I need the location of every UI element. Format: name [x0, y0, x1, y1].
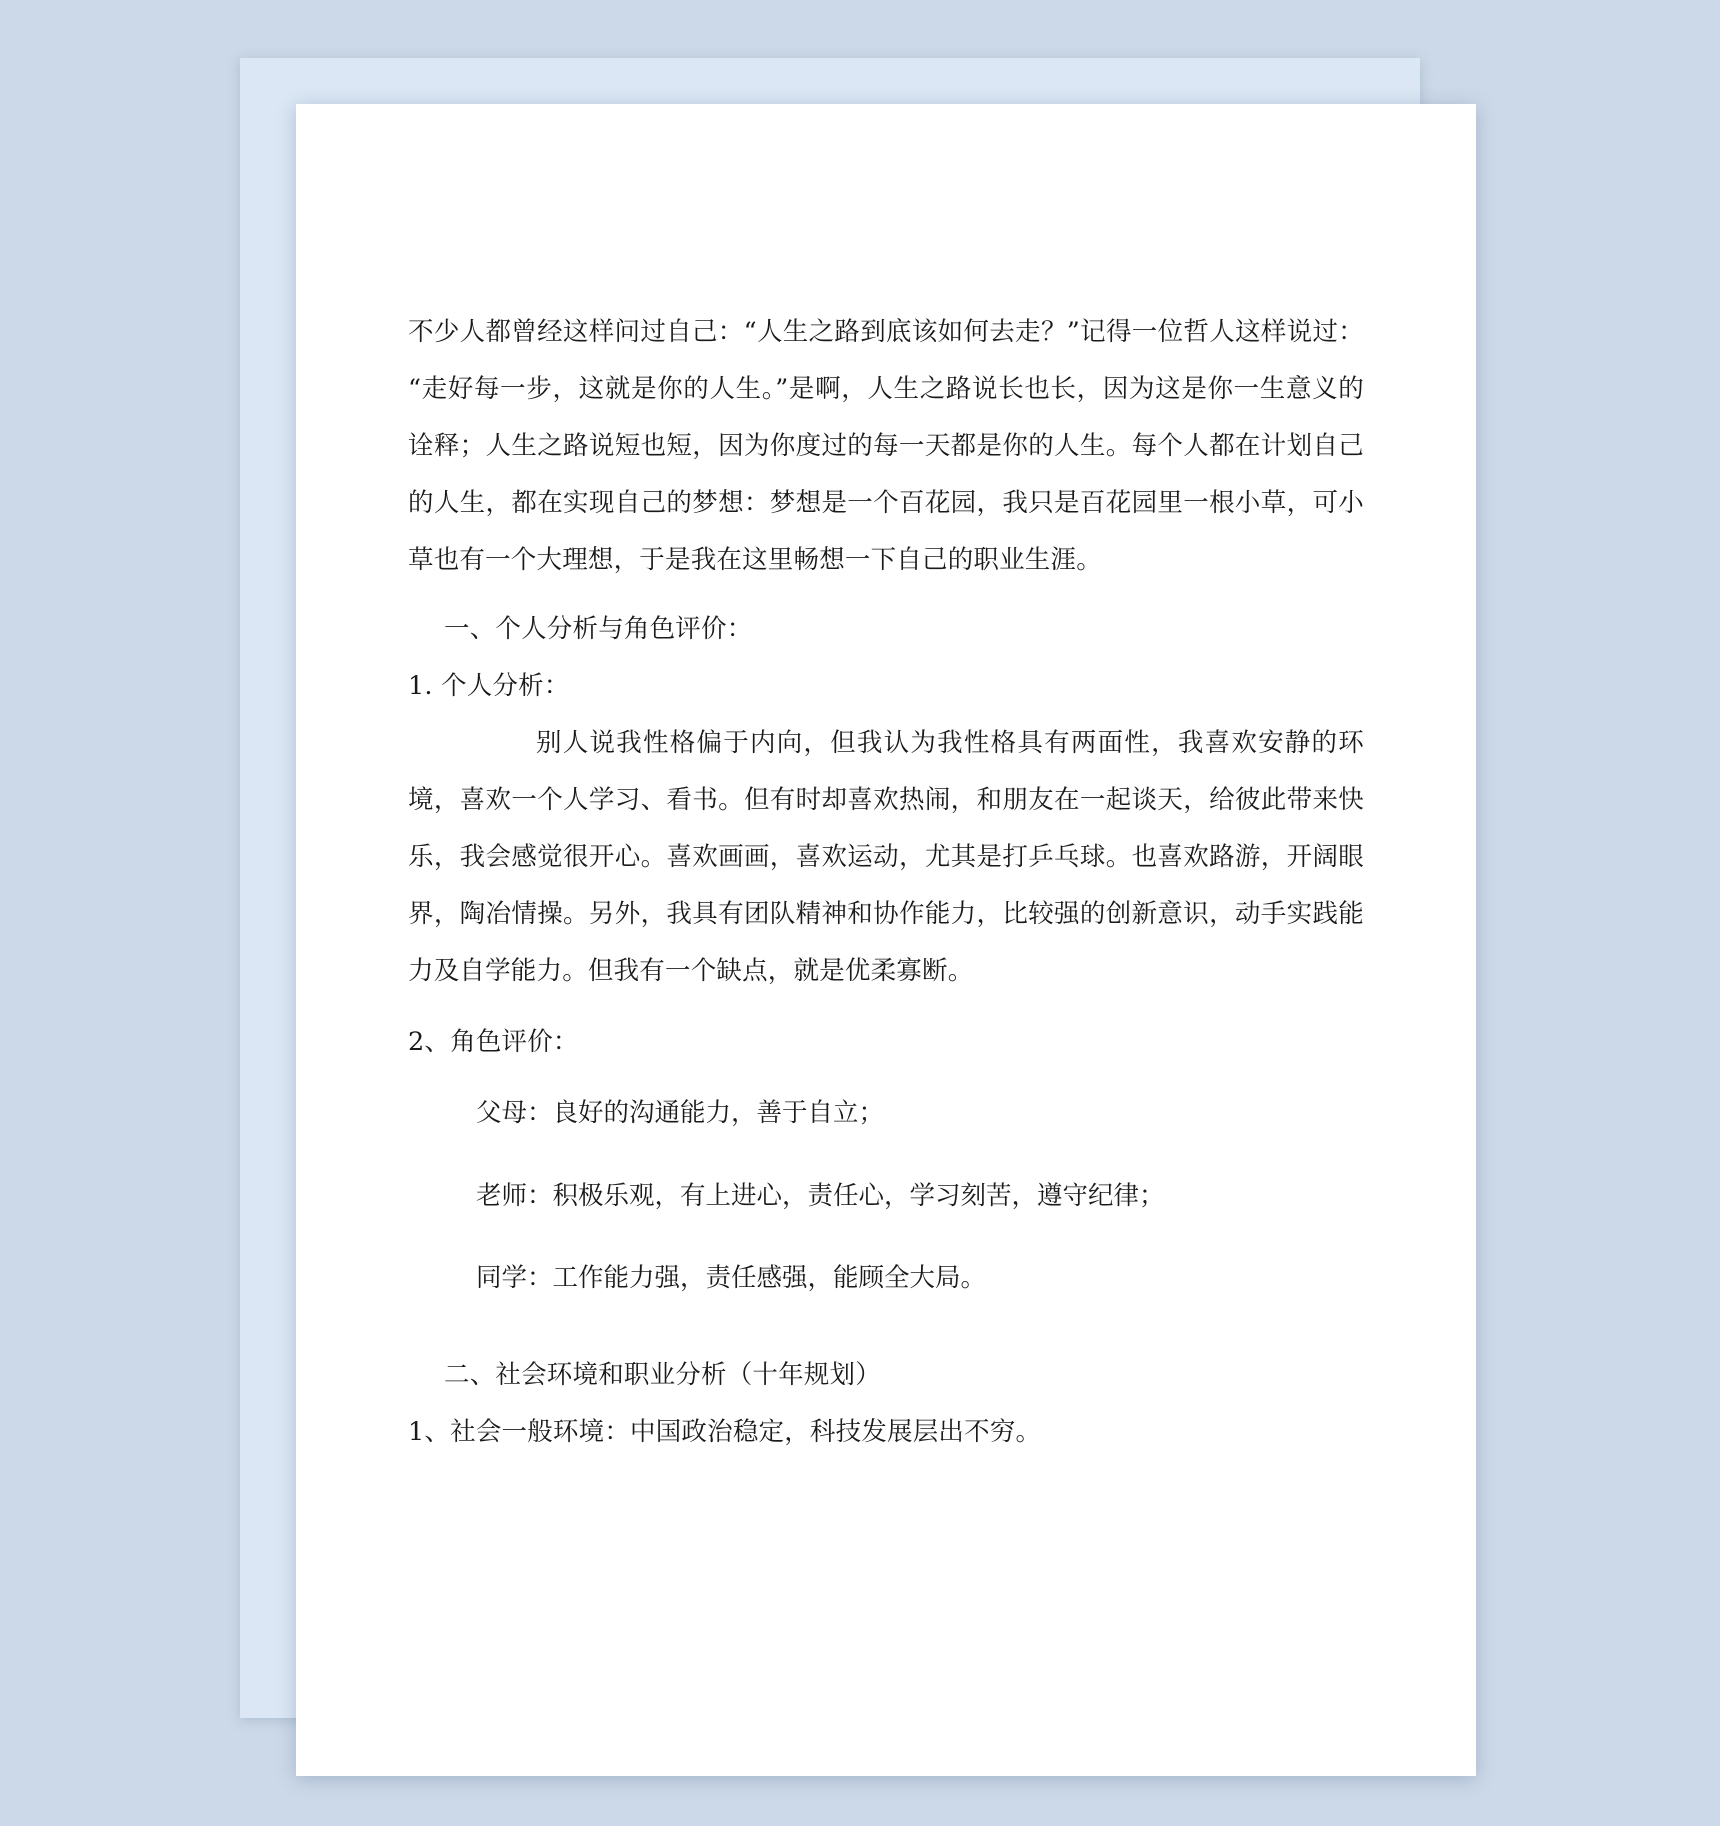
paragraph-spacer: [408, 1000, 1364, 1014]
heading-section-one: 一、个人分析与角色评价：: [444, 614, 753, 644]
list-item-role-classmates: 同学：工作能力强，责任感强，能顾全大局。: [476, 1263, 987, 1293]
list-item-role-teacher: 老师：积极乐观，有上进心，责任心，学习刻苦，遵守纪律；: [476, 1180, 1165, 1211]
paragraph-social-environment: 1、社会一般环境：中国政治稳定，科技发展层出不穷。: [408, 1416, 1042, 1447]
heading-subsection-role-evaluation: 2、角色评价：: [408, 1027, 579, 1057]
paragraph-intro: 不少人都曾经这样问过自己：“人生之路到底该如何去走？”记得一位哲人这样说过：“走好每一步，这就是你的人生。”是啊，人生之路说长也长，因为这是你一生意义的诠释；人生之路说短也短，因为你度过的每一天都是你的人生。每个人都在计划自己的人生，都在实现自己的梦想：梦想是一个百花园，我只是百花园里一根小草，可小草也有一个大理想，于是我在这里畅想一下自己的职业生涯。: [408, 317, 1364, 575]
paragraph-spacer: [408, 1333, 1364, 1347]
paragraph-spacer: [408, 591, 1364, 601]
heading-section-two: 二、社会环境和职业分析（十年规划）: [444, 1359, 881, 1390]
paragraph-self-analysis: 别人说我性格偏于内向，但我认为我性格具有两面性，我喜欢安静的环境，喜欢一个人学习、看书。但有时却喜欢热闹，和朋友在一起谈天，给彼此带来快乐，我会感觉很开心。喜欢画画，喜欢运动，尤其是打乒乓球。也喜欢路游，开阔眼界，陶冶情操。另外，我具有团队精神和协作能力，比较强的创新意识，动手实践能力及自学能力。但我有一个缺点，就是优柔寡断。: [408, 728, 1364, 986]
document-body: [296, 104, 1476, 1776]
heading-subsection-personal-analysis: 1. 个人分析：: [408, 671, 570, 701]
list-item-role-parents: 父母：良好的沟通能力，善于自立；: [476, 1098, 885, 1128]
document-page: [296, 104, 1476, 1776]
